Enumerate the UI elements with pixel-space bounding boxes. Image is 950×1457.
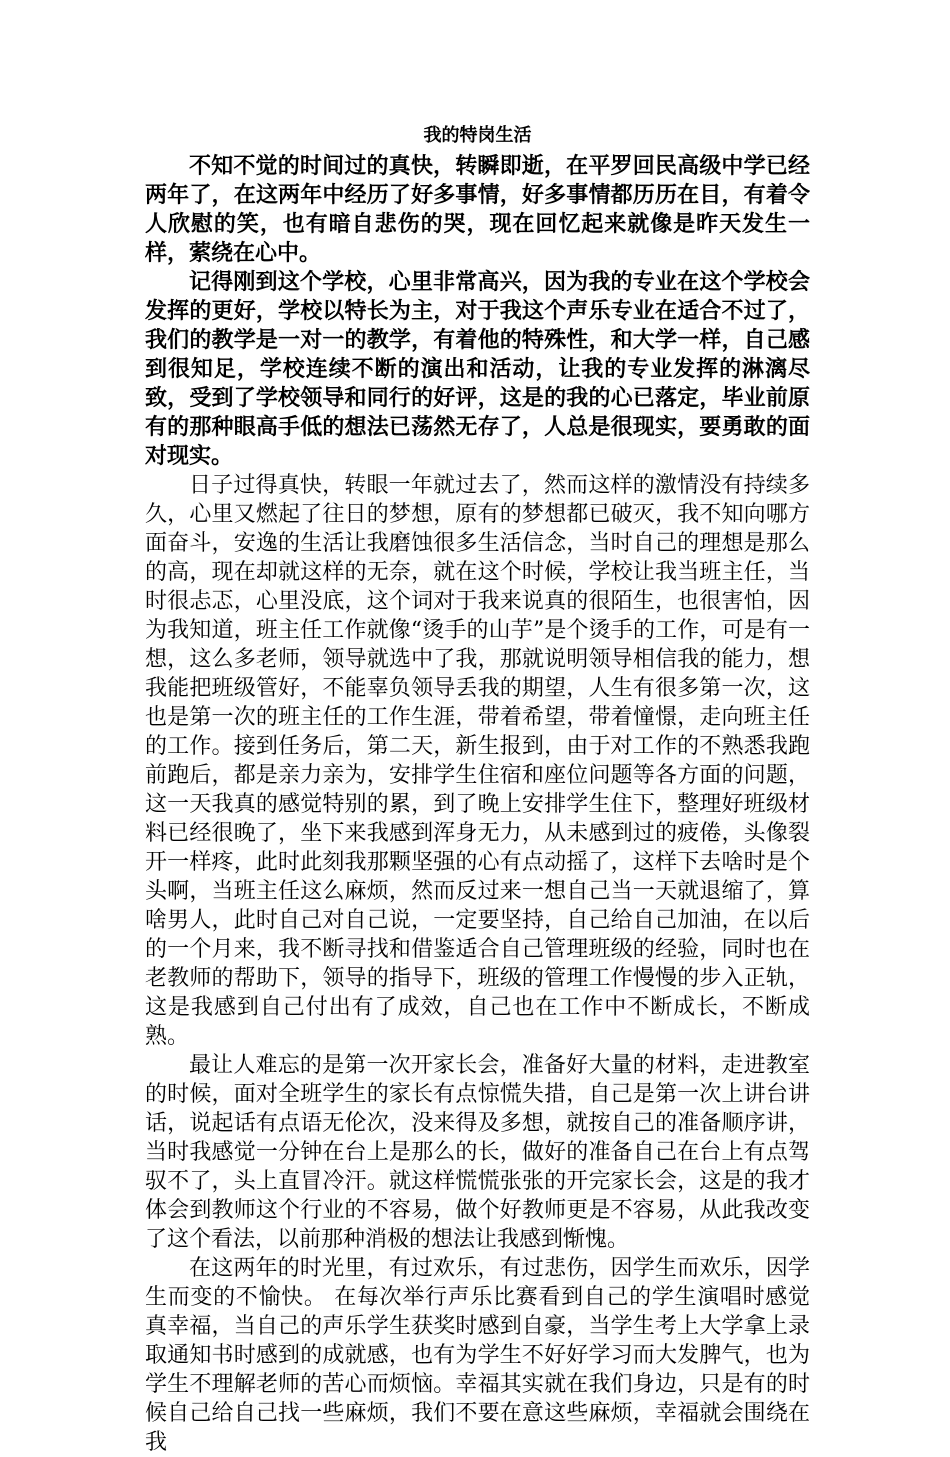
paragraph-3: 日子过得真快，转眼一年就过去了，然而这样的激情没有持续多久，心里又燃起了往日的梦想，原有的梦想都已破灭，我不知向哪方面奋斗，安逸的生活让我磨蚀很多生活信念，当时自己的理想是那么的高，现在却就这样的无奈，就在这个时候，学校让我当班主任，当时很忐忑，心里没底，这个词对于我来说真的很陌生，也很害怕，因为我知道，班主任工作就像“烫手的山芋”是个烫手的工作，可是有一想，这么多老师，领导就选中了我，那就说明领导相信我的能力，想我能把班级管好，不能辜负领导丢我的期望，人生有很多第一次，这也是第一次的班主任的工作生涯，带着希望，带着憧憬，走向班主任的工作。接到任务后，第二天，新生报到，由于对工作的不熟悉我跑前跑后，都是亲力亲为，安排学生住宿和座位问题等各方面的问题，这一天我真的感觉特别的累，到了晚上安排学生住下，整理好班级材料已经很晚了，坐下来我感到浑身无力，从未感到过的疲倦，头像裂开一样疼，此时此刻我那颗坚强的心有点动摇了，这样下去啥时是个头啊，当班主任这么麻烦，然而反过来一想自己当一天就退缩了，算啥男人，此时自己对自己说，一定要坚持，自己给自己加油，在以后的一个月来，我不断寻找和借鉴适合自己管理班级的经验，同时也在老教师的帮助下，领导的指导下，班级的管理工作慢慢的步入正轨，这是我感到自己付出有了成效，自己也在工作中不断成长，不断成熟。	[145, 473, 810, 1049]
document-page	[145, 122, 810, 1457]
paragraph-1: 不知不觉的时间过的真快，转瞬即逝，在平罗回民高级中学已经两年了，在这两年中经历了好多事情，好多事情都历历在目，有着令人欣慰的笑，也有暗自悲伤的哭，现在回忆起来就像是昨天发生一样，萦绕在心中。	[145, 153, 810, 266]
paragraph-4: 最让人难忘的是第一次开家长会，准备好大量的材料，走进教室的时候，面对全班学生的家长有点惊慌失措，自己是第一次上讲台讲话，说起话有点语无伦次，没来得及多想，就按自己的准备顺序讲，当时我感觉一分钟在台上是那么的长，做好的准备自己在台上有点驾驭不了，头上直冒冷汗。就这样慌慌张张的开完家长会，这是的我才体会到教师这个行业的不容易，做个好教师更是不容易，从此我改变了这个看法，以前那种消极的想法让我感到惭愧。	[145, 1053, 810, 1252]
document-title: 我的特岗生活	[423, 125, 532, 146]
paragraph-2: 记得刚到这个学校，心里非常高兴，因为我的专业在这个学校会发挥的更好，学校以特长为主，对于我这个声乐专业在适合不过了，我们的教学是一对一的教学，有着他的特殊性，和大学一样，自己感到很知足，学校连续不断的演出和活动，让我的专业发挥的淋漓尽致，受到了学校领导和同行的好评，这是的我的心已落定，毕业前原有的那种眼高手低的想法已荡然无存了，人总是很现实，要勇敢的面对现实。	[145, 269, 810, 469]
paragraph-5: 在这两年的时光里，有过欢乐，有过悲伤，因学生而欢乐，因学生而变的不愉快。 在每次举行声乐比赛看到自己的学生演唱时感觉真幸福，当自己的声乐学生获奖时感到自豪，当学生考上大学拿上录取通知书时感到的成就感，也有为学生不好好学习而大发脾气，也为学生不理解老师的苦心而烦恼。幸福其实就在我们身边，只是有的时候自己给自己找一些麻烦，我们不要在意这些麻烦，幸福就会围绕在我	[145, 1256, 810, 1455]
